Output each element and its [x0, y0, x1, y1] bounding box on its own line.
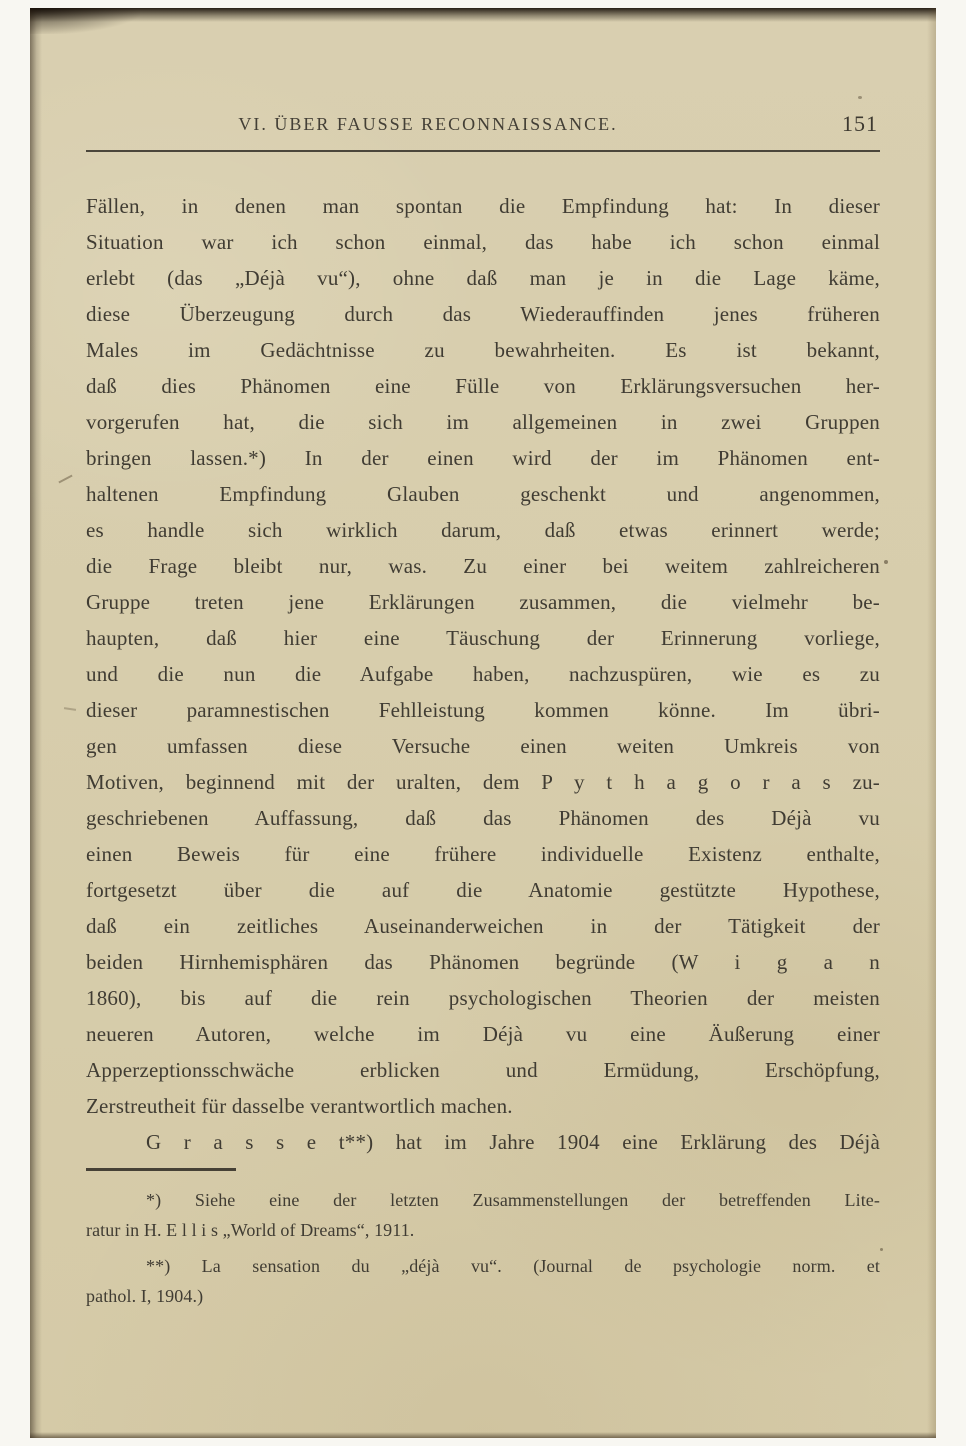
- text-line: vorgerufen hat, die sich im allgemeinen in zwei Gruppen: [86, 410, 880, 434]
- text-line: beiden Hirnhemisphären das Phänomen begründe (W i g a n: [86, 950, 880, 974]
- text-line: G r a s s e t**) hat im Jahre 1904 eine Erklärung des Déjà: [146, 1130, 880, 1154]
- text-line: haltenen Empfindung Glauben geschenkt und angenommen,: [86, 482, 880, 506]
- text-line: Apperzeptionsschwäche erblicken und Ermüdung, Erschöpfung,: [86, 1058, 880, 1082]
- page-header: [86, 108, 880, 140]
- scan-shadow-bottom: [30, 1432, 936, 1438]
- scanned-page: [30, 8, 936, 1438]
- footnote-1: [86, 1185, 880, 1245]
- text-line: Situation war ich schon einmal, das habe ich schon einmal: [86, 230, 880, 254]
- paper-speck: [858, 96, 862, 99]
- page-number: 151: [842, 111, 878, 136]
- text-line: diese Überzeugung durch das Wiederauffinden jenes früheren: [86, 302, 880, 326]
- text-line: Motiven, beginnend mit der uralten, dem P y t h a g o r a s zu-: [86, 770, 880, 794]
- footnote-2: [86, 1251, 880, 1311]
- text-line: die Frage bleibt nur, was. Zu einer bei weitem zahlreicheren: [86, 554, 880, 578]
- text-line: Gruppe treten jene Erklärungen zusammen, die vielmehr be-: [86, 590, 880, 614]
- text-line: es handle sich wirklich darum, daß etwas erinnert werde;: [86, 518, 880, 542]
- text-line: Males im Gedächtnisse zu bewahrheiten. Es ist bekannt,: [86, 338, 880, 362]
- scan-shadow-top: [30, 8, 936, 22]
- footnotes: [86, 1185, 880, 1311]
- text-line: Fällen, in denen man spontan die Empfindung hat: In dieser: [86, 194, 880, 218]
- footnote-rule: [86, 1168, 236, 1171]
- scan-shadow-corner: [30, 8, 140, 34]
- footnote-line: pathol. I, 1904.): [86, 1286, 204, 1306]
- text-line: 1860), bis auf die rein psychologischen Theorien der meisten: [86, 986, 880, 1010]
- footnote-line: **) La sensation du „déjà vu“. (Journal de psychologie norm. et: [146, 1256, 880, 1276]
- text-line: haupten, daß hier eine Täuschung der Erinnerung vorliege,: [86, 626, 880, 650]
- text-line: daß ein zeitliches Auseinanderweichen in der Tätigkeit der: [86, 914, 880, 938]
- page-content: [30, 108, 936, 1311]
- text-line: erlebt (das „Déjà vu“), ohne daß man je in die Lage käme,: [86, 266, 880, 290]
- text-line: dieser paramnestischen Fehlleistung kommen könne. Im übri-: [86, 698, 880, 722]
- footnote-line: *) Siehe eine der letzten Zusammenstellungen der betreffenden Lite-: [146, 1190, 880, 1210]
- text-line: daß dies Phänomen eine Fülle von Erklärungsversuchen her-: [86, 374, 880, 398]
- text-line: und die nun die Aufgabe haben, nachzuspüren, wie es zu: [86, 662, 880, 686]
- footnote-line: ratur in H. E l l i s „World of Dreams“, 1911.: [86, 1220, 415, 1240]
- header-rule: [86, 150, 880, 152]
- text-line: einen Beweis für eine frühere individuelle Existenz enthalte,: [86, 842, 880, 866]
- text-line: neueren Autoren, welche im Déjà vu eine Äußerung einer: [86, 1022, 880, 1046]
- running-head: VI. ÜBER FAUSSE RECONNAISSANCE.: [238, 114, 618, 134]
- text-line: gen umfassen diese Versuche einen weiten Umkreis von: [86, 734, 880, 758]
- text-line: geschriebenen Auffassung, daß das Phänomen des Déjà vu: [86, 806, 880, 830]
- text-line: fortgesetzt über die auf die Anatomie gestützte Hypothese,: [86, 878, 880, 902]
- text-line: bringen lassen.*) In der einen wird der im Phänomen ent-: [86, 446, 880, 470]
- text-line: Zerstreutheit für dasselbe verantwortlich machen.: [86, 1094, 513, 1118]
- body-text: [86, 188, 880, 1160]
